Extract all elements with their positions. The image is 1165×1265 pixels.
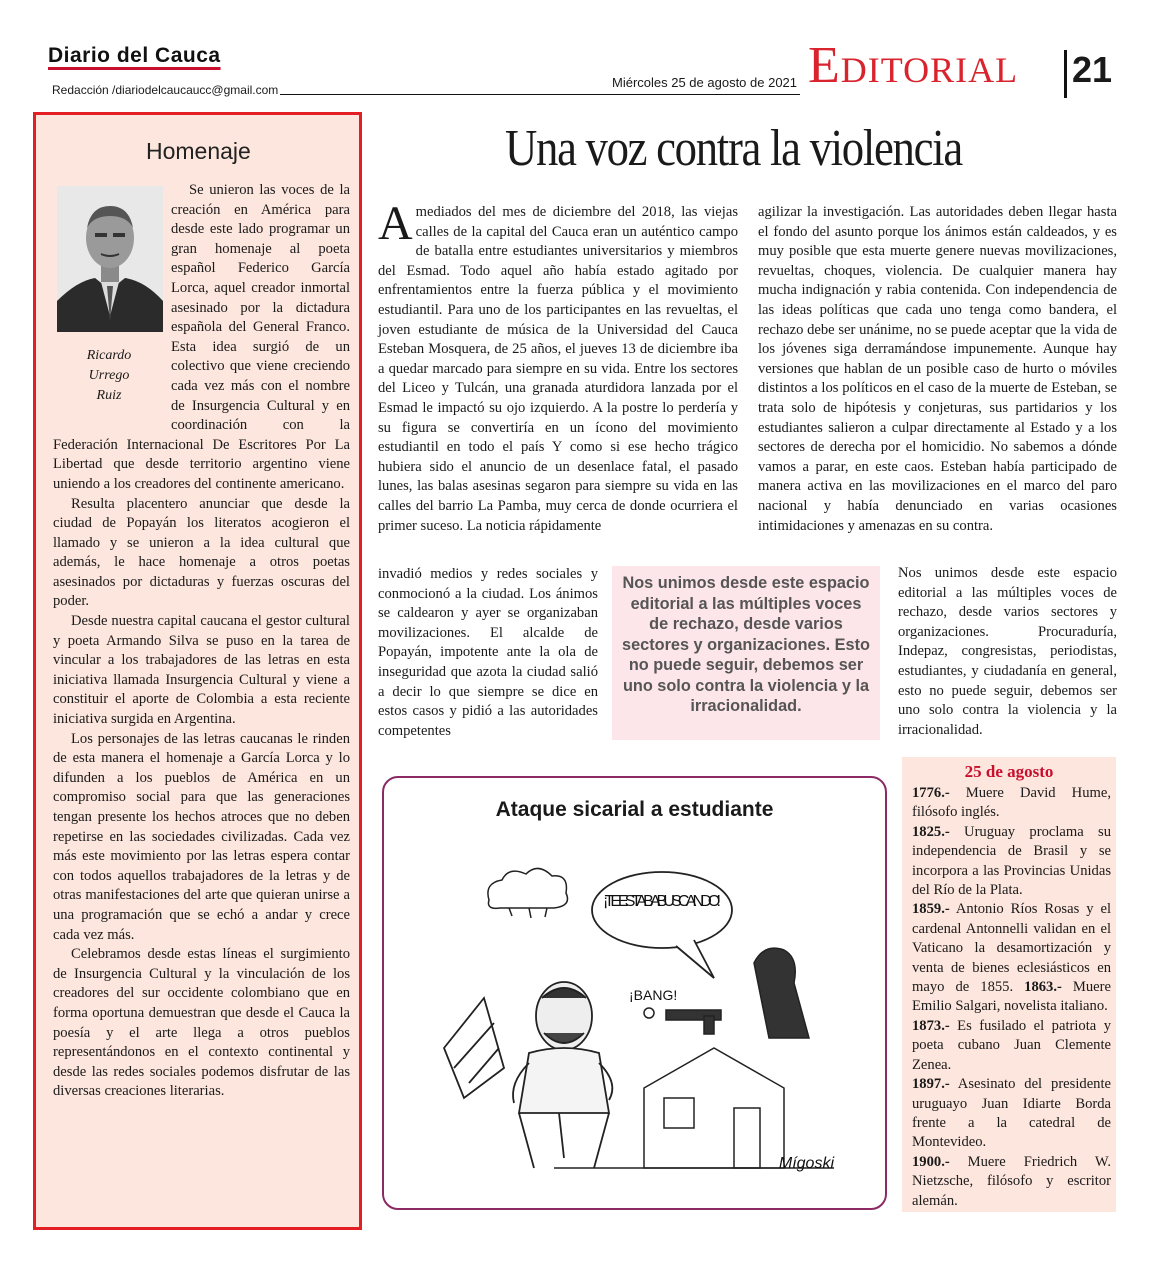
efemerides-entry: [912, 1153, 1111, 1211]
homenaje-paragraph: Resulta placentero anunciar que desde la ciudad de Popayán los literatos acogieron el llamado y se unieron a la idea cultural que además, le hace homenaje a otros poetas asesinados por dictaduras y fuerzas oscuras del poder.: [53, 495, 350, 610]
entry-text: Uruguay proclama su independencia de Brasil y se incorpora a las Provincias Unidas del Río de la Plata.: [912, 823, 1111, 899]
entry-text: Muere David Hume, filósofo inglés.: [912, 785, 1111, 821]
author-last-name: Ruiz: [96, 388, 122, 403]
efemerides-entry: [912, 823, 1111, 901]
author-middle-name: Urrego: [88, 368, 130, 383]
homenaje-paragraph: Celebramos desde estas líneas el surgimiento de Insurgencia Cultural y la vinculación de los creadores del sur occidente colombiano que en forma oportuna demuestran que desde el Cauca la poesía y el arte llega a otros pueblos representándonos en el contexto continental y desde las redes sociales podemos disfrutar de las diversas creaciones literarias.: [53, 946, 350, 1100]
entry-year: 1900.-: [912, 1153, 950, 1170]
bang-text: ¡BANG!: [629, 987, 678, 1003]
page-number: 21: [1072, 49, 1113, 90]
homenaje-paragraph: Desde nuestra capital caucana el gestor cultural y poeta Armando Silva se puso en la tarea de vincular a los trabajadores de las letras en esta iniciativa llamada Insurgencia Cultural y viene a constituir el aporte de Colombia a esta reciente iniciativa surgida en Argentina.: [53, 613, 350, 728]
entry-year: 1859.-: [912, 901, 950, 918]
entry-text: Asesinato del presidente uruguayo Juan Idiarte Borda frente a la catedral de Montevideo.: [912, 1076, 1111, 1151]
section-title: [808, 37, 1019, 94]
cloud-icon: [488, 868, 568, 918]
editorial-column-3: [898, 564, 1117, 740]
editorial-text: agilizar la investigación. Las autoridades deben llegar hasta el fondo del asunto porque los ánimos están caldeados, y es muy posible que esta muerte genere nuevas movilizaciones, revueltas, choques, violencia. De cualquier manera hay mucha indignación y rabia contenida. Con independencia de las ideas políticas que cada uno tenga como bandera, el rechazo debe ser unánime, no se puede aceptar que la vida de los jóvenes siga derramándose impunemente. Aunque hay versiones que hablan de un posible caso de hurto o móviles distintos a los políticos en el caso de la muerte de Esteban, se trata solo de hipótesis y conjeturas, sus partidarios y los estudiantes salieron a culpar directamente al Estado y a los sectores de derecha por el homicidio. No sabemos a dónde vamos a parar, en este caos. Esteban había participado de manera activa en las movilizaciones en el marco del paro nacional y había denunciado en varias ocasiones intimidaciones y amenazas en su contra.: [758, 204, 1117, 534]
entry-text: Es fusilado el patriota y poeta cubano Juan Clemente Zenea.: [912, 1017, 1111, 1073]
author-first-name: Ricardo: [86, 348, 132, 363]
entry-year: 1825.-: [912, 823, 950, 840]
header-separator: [1064, 50, 1067, 98]
entry-text: Muere Friedrich W. Nietzsche, filósofo y escritor alemán.: [912, 1153, 1111, 1209]
efemerides-entry: [912, 900, 1111, 1016]
entry-year: 1897.-: [912, 1076, 950, 1093]
homenaje-title: Homenaje: [146, 138, 251, 164]
homenaje-paragraph: Se unieron las voces de la creación en América para desde este lado programar un gran homenaje al poeta español Federico García Lorca, aquel creador inmortal asesinado por la dictadura española del General Franco. Esta idea surgió de un colectivo que viene creciendo cada vez más con el nombre de Insurgencia Cultural y en coordinación con la Federación Internacional De Escritores Por La Libertad que desde territorio argentino viene uniendo a los creadores del continente americano.: [53, 182, 350, 492]
efemerides-list: [912, 784, 1111, 1211]
header-rule: [280, 94, 800, 95]
editorial-text: mediados del mes de diciembre del 2018, las viejas calles de la capital del Cauca eran un auténtico campo de batalla entre estudiantes universitarios y miembros del Esmad. Todo aquel año había estado agitado por enfrentamientos entre la fuerza pública y el movimiento estudiantil. Para uno de los participantes en las revueltas, el joven estudiante de música de la Universidad del Cauca Esteban Mosquera, de 25 años, el jueves 13 de diciembre iba a quedar marcado para siempre en su vida. Entre los sectores del Liceo y Tulcán, una granada aturdidora lanzada por el Esmad le impactó su ojo izquierdo. A la postre lo perdería y su figura se convertiría en un ícono del movimiento estudiantil en todo el país Y como si ese hecho trágico hubiera sido el anuncio de un desenlace fatal, el pasado lunes, las balas asesinas segaron para siempre su vida en las calles del barrio La Pamba, muy cerca de donde ocurriera el primer suceso. La noticia rápidamente: [378, 204, 738, 534]
photo-float-spacer: [53, 181, 171, 421]
entry-year: 1863.-: [1024, 979, 1062, 996]
entry-text: Antonio Ríos Rosas y el cardenal Antonnelli validan en el Vaticano la desamortización y venta de bienes eclesiásticos en mayo de 1855.: [912, 901, 1111, 996]
speech-bubble: [592, 872, 732, 978]
section-title-text: Editorial: [808, 37, 1019, 94]
entry-year: 1776.-: [912, 785, 950, 801]
drop-cap: A: [378, 197, 413, 250]
masthead-logo: Diario del Cauca: [48, 44, 221, 67]
efemerides-title: 25 de agosto: [964, 762, 1054, 781]
entry-text: Muere Emilio Salgari, novelista italiano.: [912, 979, 1111, 1015]
editorial-column-1: [378, 197, 738, 536]
efemerides-entry: [912, 1075, 1111, 1153]
editorial-headline: Una voz contra la violencia: [505, 120, 962, 177]
issue-date: Miércoles 25 de agosto de 2021: [612, 75, 798, 90]
homenaje-body: [53, 181, 350, 1102]
redaccion-email: Redacción /diariodelcaucaucc@gmail.com: [52, 83, 279, 97]
editorial-column-1b: [378, 565, 598, 741]
pullquote-text: Nos unimos desde este espacio editorial a las múltiples voces de rechazo, desde varios sectores y organizaciones. Esto no puede seguir, debemos ser uno solo contra la violencia y la irracionalidad.: [622, 574, 870, 715]
editorial-text: invadió medios y redes sociales y conmocionó a la ciudad. Los ánimos se caldearon y ayer se organizaban movilizaciones. El alcalde de Popayán, impotente ante la ola de inseguridad que azota la ciudad salió a decir lo que siempre se dice en estos casos y pidió a las autoridades competentes: [378, 566, 598, 739]
editorial-text: Nos unimos desde este espacio editorial a las múltiples voces de rechazo, desde varios sectores y organizaciones. Procuraduría, Indepaz, congresistas, periodistas, estudiantes, y ciudadanía en general, esto no puede seguir, debemos ser uno solo contra la violencia y la irracionalidad.: [898, 565, 1117, 738]
cartoon-illustration: [414, 838, 864, 1193]
entry-year: 1873.-: [912, 1017, 950, 1034]
cartoonist-signature: Mígoski: [778, 1155, 834, 1172]
efemerides-entry: [912, 784, 1111, 823]
cartoon-title: Ataque sicarial a estudiante: [495, 798, 774, 821]
homenaje-paragraph: Los personajes de las letras caucanas le rinden de esta manera el homenaje a García Lorca y lo difunden a los pueblos de América en un compromiso social para que las generaciones tengan presente los hechos atroces que no deben repetirse en las sociedades civilizadas. Cada vez más este movimiento por las letras espera contar con todos aquellos trabajadores de la letras y de otras manifestaciones del arte que quieran unirse a una programación que se echó a andar y crece cada vez más.: [53, 730, 350, 943]
editorial-column-2: [758, 203, 1117, 536]
efemerides-entry: [912, 1017, 1111, 1075]
student-figure: [444, 982, 612, 1168]
speech-text: ¡TE ESTABA BUSCANDO!: [603, 893, 721, 910]
